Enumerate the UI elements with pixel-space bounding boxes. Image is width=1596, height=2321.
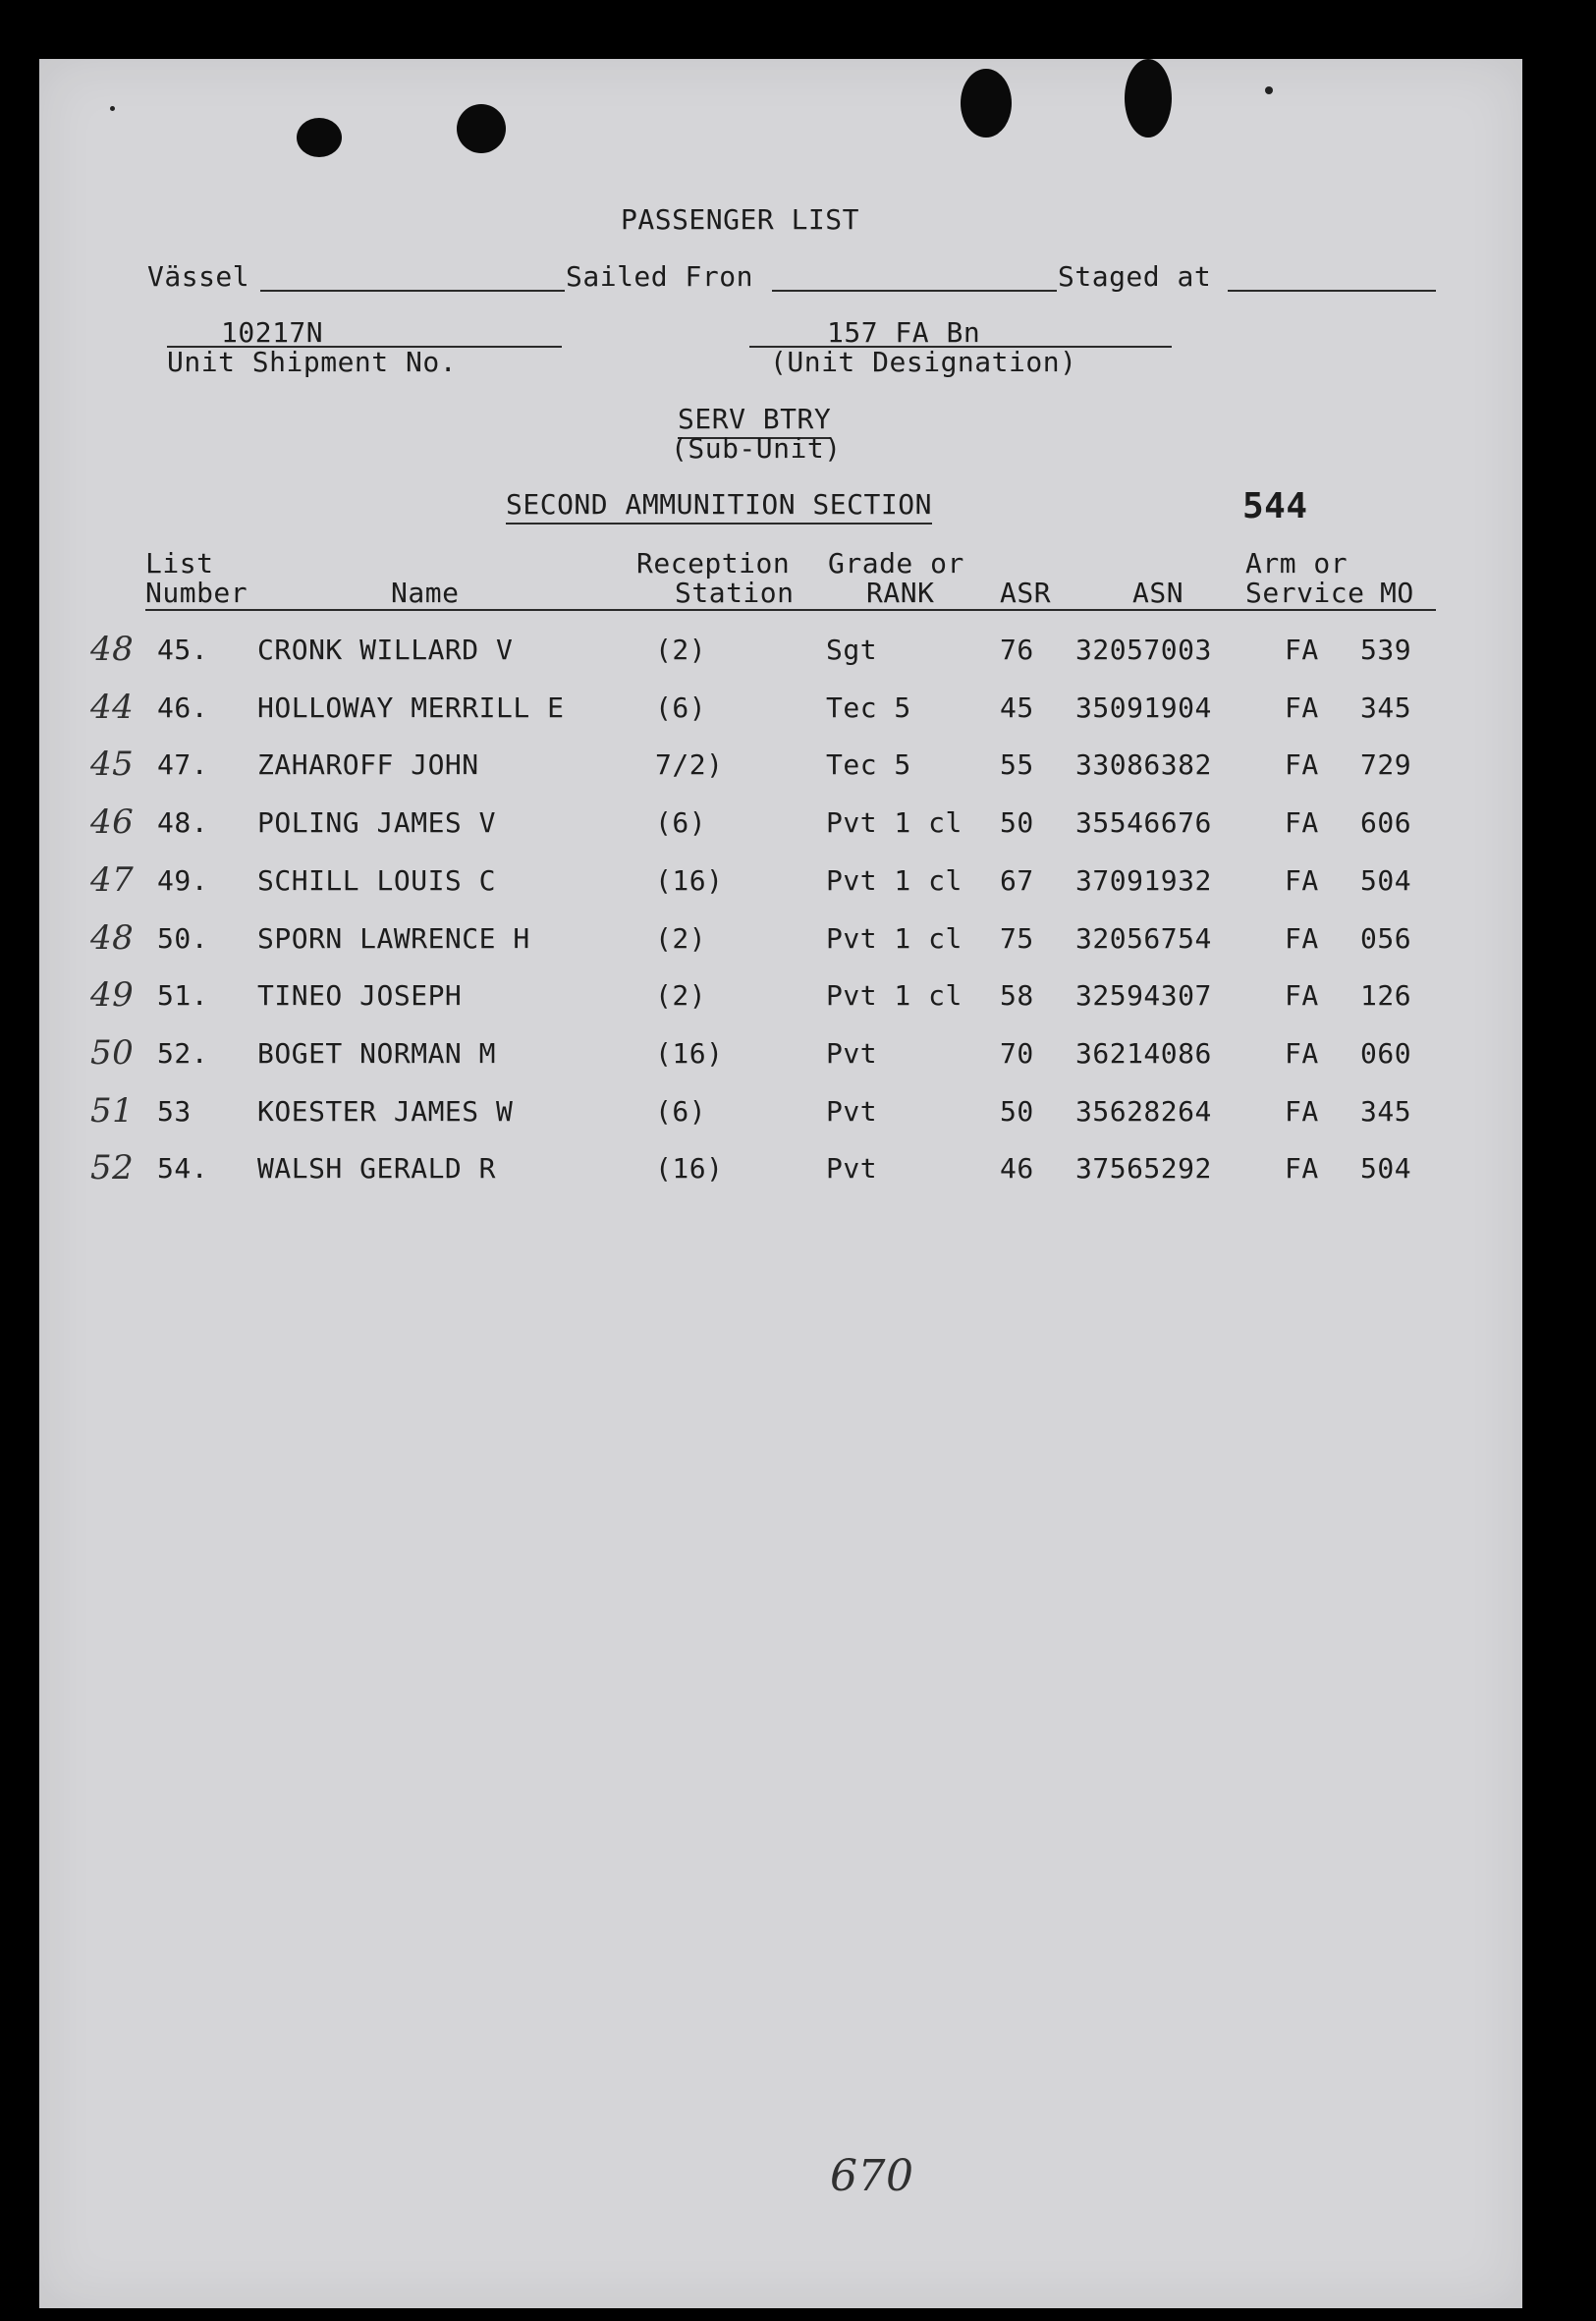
cell-asn: 33086382: [1075, 748, 1212, 782]
punch-hole: [297, 118, 342, 157]
handwritten-list-number: 52: [90, 1148, 135, 1188]
cell-mos: 606: [1360, 806, 1412, 840]
cell-name: HOLLOWAY MERRILL E: [257, 691, 565, 724]
table-row: [39, 630, 1522, 683]
cell-station: (2): [655, 634, 707, 666]
handwritten-list-number: 44: [90, 687, 135, 727]
cell-rank: Pvt 1 cl: [826, 863, 963, 897]
cell-arm: FA: [1285, 863, 1319, 897]
col-asr: ASR: [1000, 577, 1052, 609]
cell-arm: FA: [1285, 1152, 1319, 1186]
cell-asn: 32057003: [1075, 634, 1212, 666]
cell-rank: Pvt 1 cl: [826, 921, 963, 955]
cell-arm: FA: [1285, 979, 1319, 1013]
cell-name: WALSH GERALD R: [257, 1152, 497, 1186]
cell-station: (2): [655, 979, 707, 1013]
col-asn: ASN: [1132, 577, 1184, 609]
vessel-label: Vässel: [147, 260, 250, 293]
cell-rank: Pvt 1 cl: [826, 979, 963, 1013]
cell-rank: Tec 5: [826, 748, 911, 782]
handwritten-list-number: 50: [90, 1032, 135, 1073]
cell-arm: FA: [1285, 634, 1319, 666]
sub-unit-label: (Sub-Unit): [671, 432, 842, 465]
cell-name: TINEO JOSEPH: [257, 979, 463, 1013]
cell-num: 50.: [157, 921, 209, 955]
cell-rank: Tec 5: [826, 691, 911, 724]
col-grade-1: Grade or: [828, 547, 964, 580]
cell-asr: 50: [1000, 806, 1034, 840]
cell-rank: Pvt 1 cl: [826, 806, 963, 840]
col-list-number-2: Number: [145, 577, 248, 609]
cell-mos: 504: [1360, 863, 1412, 897]
col-arm-2: Service: [1245, 577, 1365, 609]
cell-mos: 126: [1360, 979, 1412, 1013]
col-grade-2: RANK: [866, 577, 935, 609]
cell-name: POLING JAMES V: [257, 806, 497, 840]
vessel-field: [260, 290, 565, 292]
cell-name: SCHILL LOUIS C: [257, 863, 497, 897]
cell-num: 52.: [157, 1036, 209, 1070]
cell-asr: 58: [1000, 979, 1034, 1013]
handwritten-list-number: 47: [90, 859, 135, 900]
cell-arm: FA: [1285, 748, 1319, 782]
cell-name: SPORN LAWRENCE H: [257, 921, 530, 955]
cell-num: 49.: [157, 863, 209, 897]
table-row: [39, 1148, 1522, 1201]
col-list-number-1: List: [145, 547, 214, 580]
cell-name: ZAHAROFF JOHN: [257, 748, 479, 782]
cell-asr: 70: [1000, 1036, 1034, 1070]
table-row: [39, 1032, 1522, 1086]
cell-rank: Sgt: [826, 634, 878, 666]
page-title: PASSENGER LIST: [621, 203, 860, 236]
cell-mos: 504: [1360, 1152, 1412, 1186]
sailed-from-label: Sailed Fron: [566, 260, 753, 293]
cell-arm: FA: [1285, 1036, 1319, 1070]
cell-asn: 35091904: [1075, 691, 1212, 724]
cell-asn: 35546676: [1075, 806, 1212, 840]
cell-rank: Pvt: [826, 1152, 878, 1186]
cell-num: 47.: [157, 748, 209, 782]
cell-asn: 36214086: [1075, 1036, 1212, 1070]
cell-station: (16): [655, 1152, 724, 1186]
cell-station: 7/2): [655, 748, 724, 782]
cell-station: (16): [655, 1036, 724, 1070]
cell-asr: 67: [1000, 863, 1034, 897]
cell-asr: 55: [1000, 748, 1034, 782]
cell-num: 46.: [157, 691, 209, 724]
section-title: SECOND AMMUNITION SECTION: [506, 488, 932, 525]
table-row: [39, 975, 1522, 1028]
col-reception-2: Station: [675, 577, 795, 609]
cell-asn: 35628264: [1075, 1094, 1212, 1128]
stamp-number: 544: [1242, 486, 1308, 526]
cell-station: (6): [655, 806, 707, 840]
cell-num: 48.: [157, 806, 209, 840]
punch-hole: [961, 69, 1012, 138]
cell-station: (16): [655, 863, 724, 897]
cell-asr: 76: [1000, 634, 1034, 666]
handwritten-list-number: 51: [90, 1090, 135, 1131]
table-row: [39, 1090, 1522, 1144]
cell-mos: 345: [1360, 691, 1412, 724]
cell-mos: 345: [1360, 1094, 1412, 1128]
cell-asr: 75: [1000, 921, 1034, 955]
punch-hole: [1125, 59, 1172, 138]
speck: [110, 106, 115, 111]
col-reception-1: Reception: [636, 547, 791, 580]
cell-name: BOGET NORMAN M: [257, 1036, 497, 1070]
cell-asr: 50: [1000, 1094, 1034, 1128]
table-row: [39, 802, 1522, 856]
cell-rank: Pvt: [826, 1036, 878, 1070]
unit-designation: 157 FA Bn: [827, 316, 981, 349]
header-rule: [145, 609, 1436, 611]
speck: [1265, 86, 1273, 94]
cell-asn: 32056754: [1075, 921, 1212, 955]
handwritten-list-number: 48: [90, 917, 135, 958]
document-page: [39, 59, 1522, 2308]
cell-name: CRONK WILLARD V: [257, 634, 514, 666]
handwritten-list-number: 49: [90, 975, 135, 1016]
handwritten-list-number: 48: [90, 630, 135, 669]
cell-mos: 539: [1360, 634, 1412, 666]
cell-station: (6): [655, 1094, 707, 1128]
table-row: [39, 745, 1522, 798]
cell-asr: 46: [1000, 1152, 1034, 1186]
cell-arm: FA: [1285, 1094, 1319, 1128]
unit-shipment-label: Unit Shipment No.: [167, 346, 458, 378]
cell-mos: 060: [1360, 1036, 1412, 1070]
unit-designation-label: (Unit Designation): [770, 346, 1077, 378]
unit-shipment-number: 10217N: [221, 316, 324, 349]
staged-at-field: [1228, 290, 1436, 292]
cell-name: KOESTER JAMES W: [257, 1094, 514, 1128]
cell-asn: 32594307: [1075, 979, 1212, 1013]
table-row: [39, 859, 1522, 913]
cell-station: (2): [655, 921, 707, 955]
cell-num: 45.: [157, 634, 209, 666]
cell-mos: 729: [1360, 748, 1412, 782]
staged-at-label: Staged at: [1058, 260, 1212, 293]
cell-num: 54.: [157, 1152, 209, 1186]
sub-unit: SERV BTRY: [678, 403, 831, 439]
page-number: 670: [830, 2151, 914, 2201]
handwritten-list-number: 45: [90, 745, 135, 785]
cell-station: (6): [655, 691, 707, 724]
cell-num: 53: [157, 1094, 192, 1128]
cell-asr: 45: [1000, 691, 1034, 724]
cell-arm: FA: [1285, 921, 1319, 955]
sailed-from-field: [772, 290, 1057, 292]
handwritten-list-number: 46: [90, 802, 135, 843]
cell-mos: 056: [1360, 921, 1412, 955]
cell-arm: FA: [1285, 691, 1319, 724]
col-mos: MO: [1380, 577, 1414, 609]
punch-hole: [457, 104, 506, 153]
cell-num: 51.: [157, 979, 209, 1013]
col-arm-1: Arm or: [1245, 547, 1348, 580]
col-name: Name: [391, 577, 460, 609]
cell-asn: 37091932: [1075, 863, 1212, 897]
table-row: [39, 687, 1522, 741]
cell-rank: Pvt: [826, 1094, 878, 1128]
cell-arm: FA: [1285, 806, 1319, 840]
cell-asn: 37565292: [1075, 1152, 1212, 1186]
table-row: [39, 917, 1522, 971]
